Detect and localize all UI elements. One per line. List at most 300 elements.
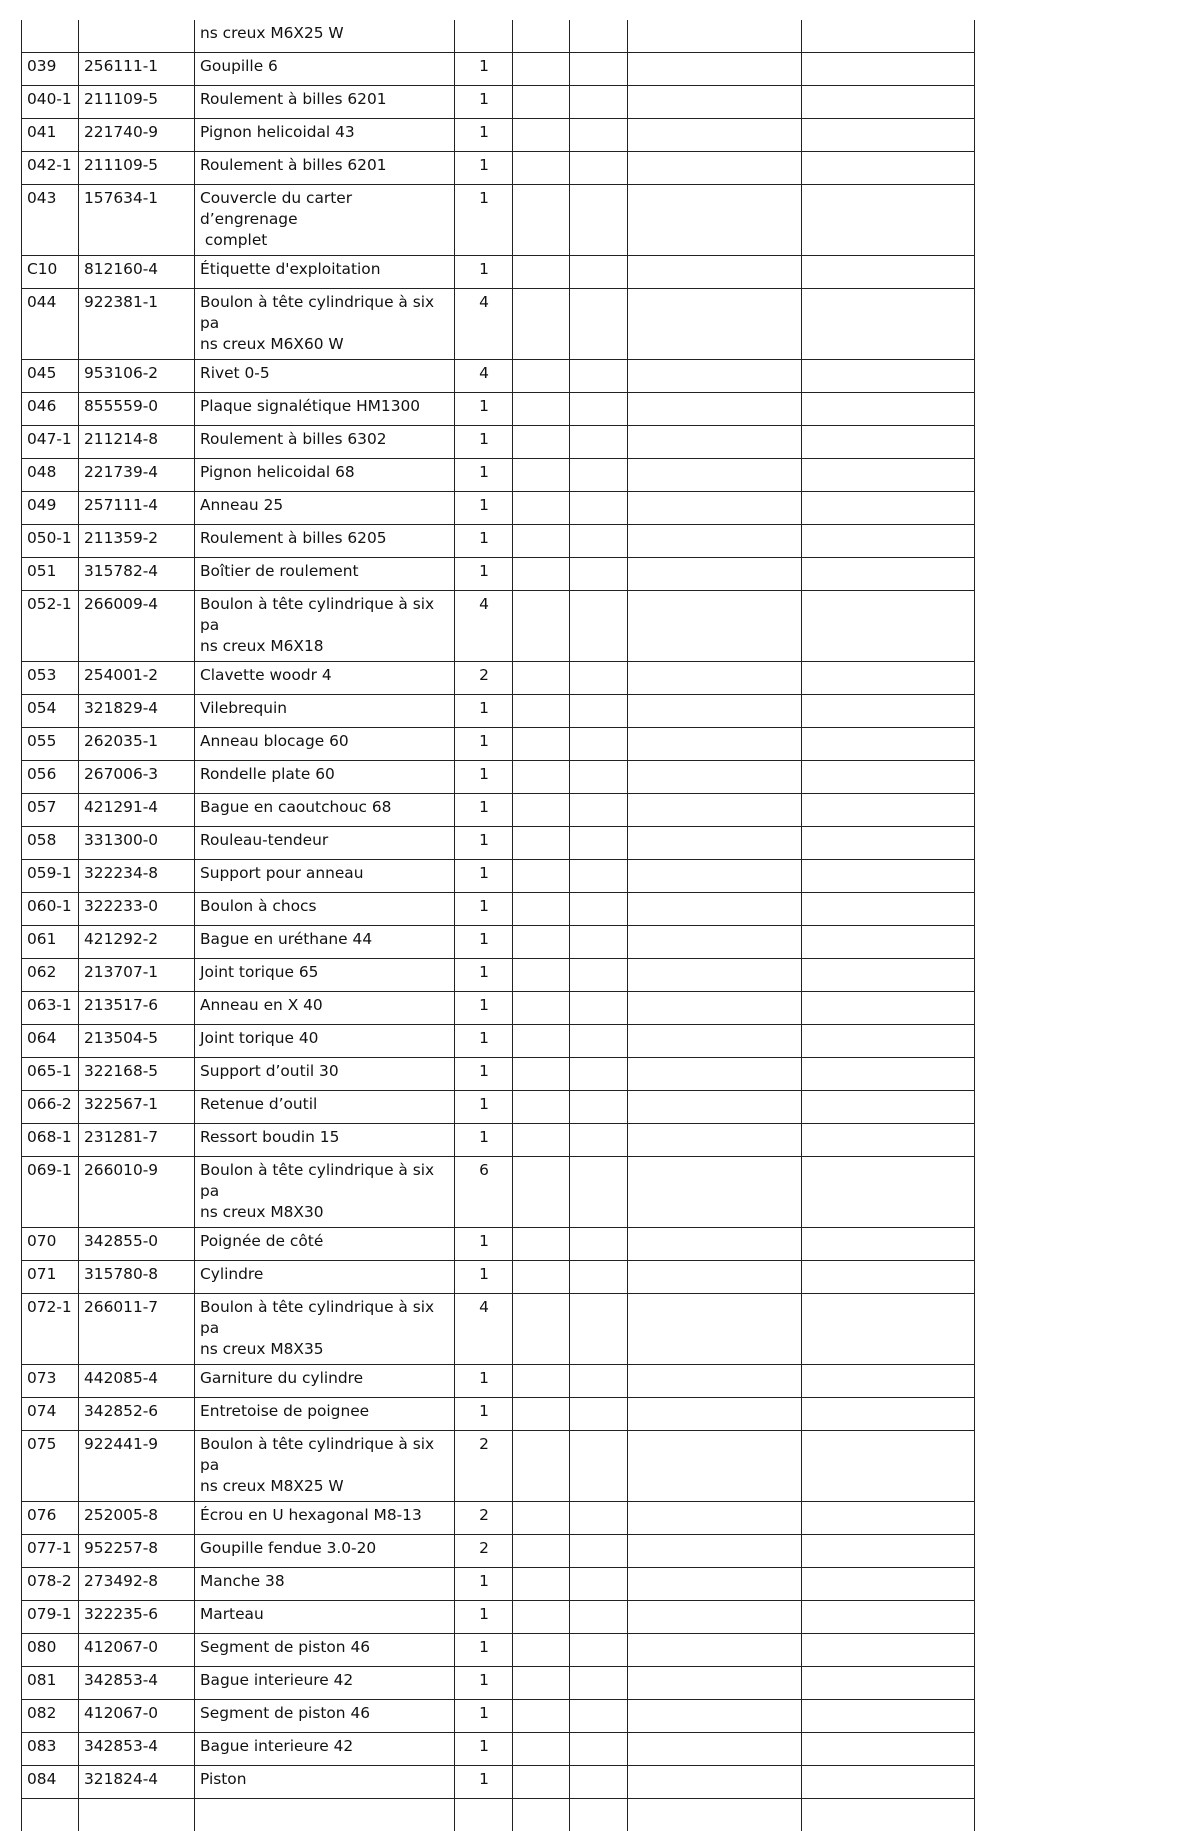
item-number-cell: 063-1 bbox=[22, 992, 79, 1025]
quantity-cell: 1 bbox=[455, 459, 513, 492]
empty-cell bbox=[628, 1799, 802, 1831]
empty-cell bbox=[802, 1634, 975, 1667]
empty-cell bbox=[570, 1568, 628, 1601]
empty-cell bbox=[802, 761, 975, 794]
description-cell: Entretoise de poignee bbox=[195, 1398, 455, 1431]
table-row bbox=[22, 695, 975, 728]
quantity-cell: 1 bbox=[455, 794, 513, 827]
empty-cell bbox=[513, 20, 570, 53]
table-row bbox=[22, 256, 975, 289]
part-reference-cell: 342853-4 bbox=[79, 1667, 195, 1700]
item-number-cell: 068-1 bbox=[22, 1124, 79, 1157]
quantity-cell: 1 bbox=[455, 959, 513, 992]
empty-cell bbox=[802, 926, 975, 959]
empty-cell bbox=[802, 1799, 975, 1831]
quantity-cell: 1 bbox=[455, 695, 513, 728]
part-reference-cell: 266011-7 bbox=[79, 1294, 195, 1365]
empty-cell bbox=[802, 1431, 975, 1502]
description-cell: Vilebrequin bbox=[195, 695, 455, 728]
empty-cell bbox=[628, 860, 802, 893]
part-reference-cell: 322168-5 bbox=[79, 1058, 195, 1091]
empty-cell bbox=[802, 1025, 975, 1058]
description-cell: Garniture du cylindre bbox=[195, 1365, 455, 1398]
description-cell: Boulon à tête cylindrique à six pa ns creux M6X18 bbox=[195, 591, 455, 662]
empty-cell bbox=[628, 525, 802, 558]
item-number-cell: 056 bbox=[22, 761, 79, 794]
empty-cell bbox=[628, 152, 802, 185]
empty-cell bbox=[570, 1733, 628, 1766]
description-cell: Couvercle du carter d’engrenage complet bbox=[195, 185, 455, 256]
empty-cell bbox=[628, 1634, 802, 1667]
empty-cell bbox=[802, 1766, 975, 1799]
item-number-cell: 080 bbox=[22, 1634, 79, 1667]
empty-cell bbox=[628, 1091, 802, 1124]
empty-cell bbox=[570, 20, 628, 53]
table-row bbox=[22, 53, 975, 86]
empty-cell bbox=[802, 492, 975, 525]
quantity-cell: 2 bbox=[455, 662, 513, 695]
empty-cell bbox=[628, 558, 802, 591]
item-number-cell: 043 bbox=[22, 185, 79, 256]
item-number-cell: 042-1 bbox=[22, 152, 79, 185]
empty-cell bbox=[570, 1700, 628, 1733]
empty-cell bbox=[513, 1365, 570, 1398]
quantity-cell: 1 bbox=[455, 1634, 513, 1667]
part-reference-cell: 254001-2 bbox=[79, 662, 195, 695]
empty-cell bbox=[513, 662, 570, 695]
part-reference-cell: 157634-1 bbox=[79, 185, 195, 256]
empty-cell bbox=[628, 959, 802, 992]
item-number-cell: 081 bbox=[22, 1667, 79, 1700]
item-number-cell: 052-1 bbox=[22, 591, 79, 662]
empty-cell bbox=[628, 1766, 802, 1799]
table-row bbox=[22, 152, 975, 185]
empty-cell bbox=[802, 959, 975, 992]
table-row bbox=[22, 860, 975, 893]
empty-cell bbox=[570, 794, 628, 827]
part-reference-cell: 266010-9 bbox=[79, 1157, 195, 1228]
empty-cell bbox=[513, 1431, 570, 1502]
table-row bbox=[22, 1799, 975, 1831]
table-row bbox=[22, 119, 975, 152]
part-reference-cell: 421291-4 bbox=[79, 794, 195, 827]
empty-cell bbox=[513, 1261, 570, 1294]
empty-cell bbox=[802, 20, 975, 53]
description-cell: Boîtier de roulement bbox=[195, 558, 455, 591]
part-reference-cell: 342852-6 bbox=[79, 1398, 195, 1431]
empty-cell bbox=[802, 1058, 975, 1091]
table-row bbox=[22, 1431, 975, 1502]
table-row bbox=[22, 1294, 975, 1365]
item-number-cell: 076 bbox=[22, 1502, 79, 1535]
empty-cell bbox=[513, 1294, 570, 1365]
empty-cell bbox=[628, 53, 802, 86]
part-reference-cell: 256111-1 bbox=[79, 53, 195, 86]
description-cell: Rouleau-tendeur bbox=[195, 827, 455, 860]
empty-cell bbox=[628, 1261, 802, 1294]
quantity-cell: 1 bbox=[455, 1365, 513, 1398]
empty-cell bbox=[513, 926, 570, 959]
table-row bbox=[22, 1228, 975, 1261]
description-cell: Écrou en U hexagonal M8-13 bbox=[195, 1502, 455, 1535]
item-number-cell bbox=[22, 20, 79, 53]
empty-cell bbox=[570, 728, 628, 761]
part-reference-cell: 812160-4 bbox=[79, 256, 195, 289]
empty-cell bbox=[628, 794, 802, 827]
part-reference-cell: 952257-8 bbox=[79, 1535, 195, 1568]
empty-cell bbox=[628, 1667, 802, 1700]
empty-cell bbox=[513, 1667, 570, 1700]
empty-cell bbox=[802, 1733, 975, 1766]
description-cell: Goupille 6 bbox=[195, 53, 455, 86]
quantity-cell: 1 bbox=[455, 1568, 513, 1601]
quantity-cell: 1 bbox=[455, 860, 513, 893]
part-reference-cell: 213504-5 bbox=[79, 1025, 195, 1058]
item-number-cell: 059-1 bbox=[22, 860, 79, 893]
empty-cell bbox=[570, 1535, 628, 1568]
empty-cell bbox=[513, 794, 570, 827]
description-cell: Poignée de côté bbox=[195, 1228, 455, 1261]
table-row bbox=[22, 393, 975, 426]
empty-cell bbox=[513, 1157, 570, 1228]
empty-cell bbox=[513, 1700, 570, 1733]
empty-cell bbox=[802, 794, 975, 827]
table-row bbox=[22, 525, 975, 558]
description-cell: Pignon helicoidal 43 bbox=[195, 119, 455, 152]
empty-cell bbox=[628, 1700, 802, 1733]
empty-cell bbox=[513, 119, 570, 152]
empty-cell bbox=[513, 1058, 570, 1091]
item-number-cell: 077-1 bbox=[22, 1535, 79, 1568]
quantity-cell: 1 bbox=[455, 1058, 513, 1091]
empty-cell bbox=[802, 860, 975, 893]
empty-cell bbox=[628, 1398, 802, 1431]
empty-cell bbox=[570, 1398, 628, 1431]
empty-cell bbox=[802, 426, 975, 459]
empty-cell bbox=[628, 1601, 802, 1634]
item-number-cell: 073 bbox=[22, 1365, 79, 1398]
empty-cell bbox=[802, 1398, 975, 1431]
description-cell: Bague en caoutchouc 68 bbox=[195, 794, 455, 827]
table-row bbox=[22, 558, 975, 591]
table-row bbox=[22, 662, 975, 695]
empty-cell bbox=[570, 959, 628, 992]
part-reference-cell: 262035-1 bbox=[79, 728, 195, 761]
description-cell: Anneau blocage 60 bbox=[195, 728, 455, 761]
description-cell: Roulement à billes 6205 bbox=[195, 525, 455, 558]
empty-cell bbox=[802, 558, 975, 591]
quantity-cell: 1 bbox=[455, 926, 513, 959]
empty-cell bbox=[570, 1601, 628, 1634]
empty-cell bbox=[802, 1601, 975, 1634]
empty-cell bbox=[628, 426, 802, 459]
empty-cell bbox=[570, 827, 628, 860]
part-reference-cell: 211109-5 bbox=[79, 152, 195, 185]
empty-cell bbox=[628, 992, 802, 1025]
item-number-cell bbox=[22, 1799, 79, 1831]
table-row bbox=[22, 1733, 975, 1766]
item-number-cell: 070 bbox=[22, 1228, 79, 1261]
empty-cell bbox=[513, 591, 570, 662]
quantity-cell: 1 bbox=[455, 152, 513, 185]
empty-cell bbox=[628, 289, 802, 360]
empty-cell bbox=[570, 53, 628, 86]
empty-cell bbox=[570, 893, 628, 926]
empty-cell bbox=[628, 1535, 802, 1568]
quantity-cell: 2 bbox=[455, 1431, 513, 1502]
item-number-cell: 061 bbox=[22, 926, 79, 959]
empty-cell bbox=[628, 492, 802, 525]
empty-cell bbox=[570, 152, 628, 185]
empty-cell bbox=[802, 360, 975, 393]
empty-cell bbox=[628, 459, 802, 492]
table-row bbox=[22, 992, 975, 1025]
item-number-cell: 041 bbox=[22, 119, 79, 152]
item-number-cell: 065-1 bbox=[22, 1058, 79, 1091]
empty-cell bbox=[802, 289, 975, 360]
quantity-cell: 2 bbox=[455, 1502, 513, 1535]
part-reference-cell: 922381-1 bbox=[79, 289, 195, 360]
empty-cell bbox=[802, 827, 975, 860]
empty-cell bbox=[513, 1091, 570, 1124]
table-row bbox=[22, 893, 975, 926]
quantity-cell: 1 bbox=[455, 761, 513, 794]
empty-cell bbox=[628, 1228, 802, 1261]
quantity-cell: 1 bbox=[455, 893, 513, 926]
quantity-cell: 1 bbox=[455, 1091, 513, 1124]
quantity-cell: 1 bbox=[455, 525, 513, 558]
description-cell: Boulon à tête cylindrique à six pa ns creux M8X35 bbox=[195, 1294, 455, 1365]
quantity-cell bbox=[455, 1799, 513, 1831]
part-reference-cell: 322234-8 bbox=[79, 860, 195, 893]
part-reference-cell: 321824-4 bbox=[79, 1766, 195, 1799]
part-reference-cell: 421292-2 bbox=[79, 926, 195, 959]
empty-cell bbox=[570, 525, 628, 558]
empty-cell bbox=[513, 289, 570, 360]
empty-cell bbox=[628, 1502, 802, 1535]
table-row bbox=[22, 1157, 975, 1228]
empty-cell bbox=[802, 185, 975, 256]
item-number-cell: 082 bbox=[22, 1700, 79, 1733]
part-reference-cell: 221740-9 bbox=[79, 119, 195, 152]
table-row bbox=[22, 1634, 975, 1667]
item-number-cell: 057 bbox=[22, 794, 79, 827]
description-cell: Boulon à tête cylindrique à six pa ns creux M8X25 W bbox=[195, 1431, 455, 1502]
part-reference-cell bbox=[79, 20, 195, 53]
item-number-cell: 084 bbox=[22, 1766, 79, 1799]
empty-cell bbox=[628, 1124, 802, 1157]
quantity-cell: 1 bbox=[455, 728, 513, 761]
empty-cell bbox=[513, 761, 570, 794]
description-cell: Anneau 25 bbox=[195, 492, 455, 525]
table-row bbox=[22, 728, 975, 761]
empty-cell bbox=[513, 1228, 570, 1261]
part-reference-cell: 273492-8 bbox=[79, 1568, 195, 1601]
empty-cell bbox=[628, 1365, 802, 1398]
quantity-cell: 1 bbox=[455, 1667, 513, 1700]
item-number-cell: 053 bbox=[22, 662, 79, 695]
part-reference-cell: 321829-4 bbox=[79, 695, 195, 728]
empty-cell bbox=[628, 662, 802, 695]
table-row bbox=[22, 959, 975, 992]
empty-cell bbox=[628, 893, 802, 926]
empty-cell bbox=[570, 1766, 628, 1799]
empty-cell bbox=[802, 662, 975, 695]
empty-cell bbox=[628, 695, 802, 728]
empty-cell bbox=[802, 119, 975, 152]
item-number-cell: 040-1 bbox=[22, 86, 79, 119]
empty-cell bbox=[570, 1091, 628, 1124]
description-cell: ns creux M6X25 W bbox=[195, 20, 455, 53]
description-cell: Joint torique 65 bbox=[195, 959, 455, 992]
empty-cell bbox=[802, 1091, 975, 1124]
empty-cell bbox=[802, 525, 975, 558]
item-number-cell: 069-1 bbox=[22, 1157, 79, 1228]
quantity-cell: 1 bbox=[455, 119, 513, 152]
description-cell bbox=[195, 1799, 455, 1831]
description-cell: Pignon helicoidal 68 bbox=[195, 459, 455, 492]
quantity-cell: 1 bbox=[455, 992, 513, 1025]
part-reference-cell: 342853-4 bbox=[79, 1733, 195, 1766]
table-row bbox=[22, 1365, 975, 1398]
quantity-cell: 1 bbox=[455, 256, 513, 289]
empty-cell bbox=[802, 1502, 975, 1535]
item-number-cell: 050-1 bbox=[22, 525, 79, 558]
empty-cell bbox=[802, 1700, 975, 1733]
empty-cell bbox=[802, 1157, 975, 1228]
description-cell: Boulon à tête cylindrique à six pa ns creux M6X60 W bbox=[195, 289, 455, 360]
empty-cell bbox=[570, 662, 628, 695]
part-reference-cell: 221739-4 bbox=[79, 459, 195, 492]
part-reference-cell: 412067-0 bbox=[79, 1700, 195, 1733]
item-number-cell: 048 bbox=[22, 459, 79, 492]
table-row bbox=[22, 1535, 975, 1568]
item-number-cell: 051 bbox=[22, 558, 79, 591]
part-reference-cell: 252005-8 bbox=[79, 1502, 195, 1535]
empty-cell bbox=[802, 1124, 975, 1157]
empty-cell bbox=[513, 1535, 570, 1568]
description-cell: Joint torique 40 bbox=[195, 1025, 455, 1058]
empty-cell bbox=[628, 1294, 802, 1365]
empty-cell bbox=[570, 1799, 628, 1831]
empty-cell bbox=[628, 1568, 802, 1601]
empty-cell bbox=[802, 591, 975, 662]
item-number-cell: 074 bbox=[22, 1398, 79, 1431]
quantity-cell bbox=[455, 20, 513, 53]
empty-cell bbox=[570, 119, 628, 152]
empty-cell bbox=[513, 992, 570, 1025]
quantity-cell: 1 bbox=[455, 1700, 513, 1733]
empty-cell bbox=[513, 827, 570, 860]
empty-cell bbox=[570, 289, 628, 360]
item-number-cell: 078-2 bbox=[22, 1568, 79, 1601]
empty-cell bbox=[802, 1535, 975, 1568]
empty-cell bbox=[628, 926, 802, 959]
empty-cell bbox=[513, 893, 570, 926]
table-row bbox=[22, 459, 975, 492]
item-number-cell: 049 bbox=[22, 492, 79, 525]
empty-cell bbox=[570, 558, 628, 591]
item-number-cell: 075 bbox=[22, 1431, 79, 1502]
empty-cell bbox=[513, 1568, 570, 1601]
empty-cell bbox=[570, 1261, 628, 1294]
table-row bbox=[22, 1124, 975, 1157]
description-cell: Support d’outil 30 bbox=[195, 1058, 455, 1091]
item-number-cell: 066-2 bbox=[22, 1091, 79, 1124]
empty-cell bbox=[570, 492, 628, 525]
empty-cell bbox=[570, 185, 628, 256]
empty-cell bbox=[802, 459, 975, 492]
part-reference-cell: 342855-0 bbox=[79, 1228, 195, 1261]
quantity-cell: 1 bbox=[455, 185, 513, 256]
table-row bbox=[22, 185, 975, 256]
quantity-cell: 2 bbox=[455, 1535, 513, 1568]
empty-cell bbox=[570, 1294, 628, 1365]
empty-cell bbox=[802, 992, 975, 1025]
empty-cell bbox=[802, 1294, 975, 1365]
empty-cell bbox=[570, 1667, 628, 1700]
table-row bbox=[22, 926, 975, 959]
description-cell: Plaque signalétique HM1300 bbox=[195, 393, 455, 426]
quantity-cell: 1 bbox=[455, 1398, 513, 1431]
quantity-cell: 1 bbox=[455, 1601, 513, 1634]
empty-cell bbox=[513, 152, 570, 185]
empty-cell bbox=[513, 1398, 570, 1431]
empty-cell bbox=[628, 827, 802, 860]
table-row bbox=[22, 591, 975, 662]
item-number-cell: 045 bbox=[22, 360, 79, 393]
description-cell: Clavette woodr 4 bbox=[195, 662, 455, 695]
empty-cell bbox=[570, 1228, 628, 1261]
empty-cell bbox=[513, 1634, 570, 1667]
table-row bbox=[22, 827, 975, 860]
empty-cell bbox=[802, 893, 975, 926]
description-cell: Ressort boudin 15 bbox=[195, 1124, 455, 1157]
description-cell: Support pour anneau bbox=[195, 860, 455, 893]
description-cell: Piston bbox=[195, 1766, 455, 1799]
quantity-cell: 1 bbox=[455, 1766, 513, 1799]
table-row bbox=[22, 761, 975, 794]
empty-cell bbox=[628, 1058, 802, 1091]
parts-table bbox=[21, 20, 975, 1831]
quantity-cell: 1 bbox=[455, 1733, 513, 1766]
item-number-cell: 054 bbox=[22, 695, 79, 728]
empty-cell bbox=[513, 1025, 570, 1058]
empty-cell bbox=[628, 185, 802, 256]
quantity-cell: 1 bbox=[455, 492, 513, 525]
part-reference-cell bbox=[79, 1799, 195, 1831]
empty-cell bbox=[513, 728, 570, 761]
empty-cell bbox=[513, 1799, 570, 1831]
empty-cell bbox=[570, 459, 628, 492]
empty-cell bbox=[628, 1733, 802, 1766]
item-number-cell: 039 bbox=[22, 53, 79, 86]
table-row bbox=[22, 1025, 975, 1058]
part-reference-cell: 211214-8 bbox=[79, 426, 195, 459]
description-cell: Segment de piston 46 bbox=[195, 1700, 455, 1733]
quantity-cell: 1 bbox=[455, 1228, 513, 1261]
empty-cell bbox=[513, 695, 570, 728]
empty-cell bbox=[802, 1228, 975, 1261]
empty-cell bbox=[513, 1733, 570, 1766]
quantity-cell: 1 bbox=[455, 426, 513, 459]
empty-cell bbox=[802, 152, 975, 185]
table-row bbox=[22, 794, 975, 827]
empty-cell bbox=[570, 426, 628, 459]
table-row bbox=[22, 1601, 975, 1634]
empty-cell bbox=[513, 860, 570, 893]
quantity-cell: 1 bbox=[455, 827, 513, 860]
